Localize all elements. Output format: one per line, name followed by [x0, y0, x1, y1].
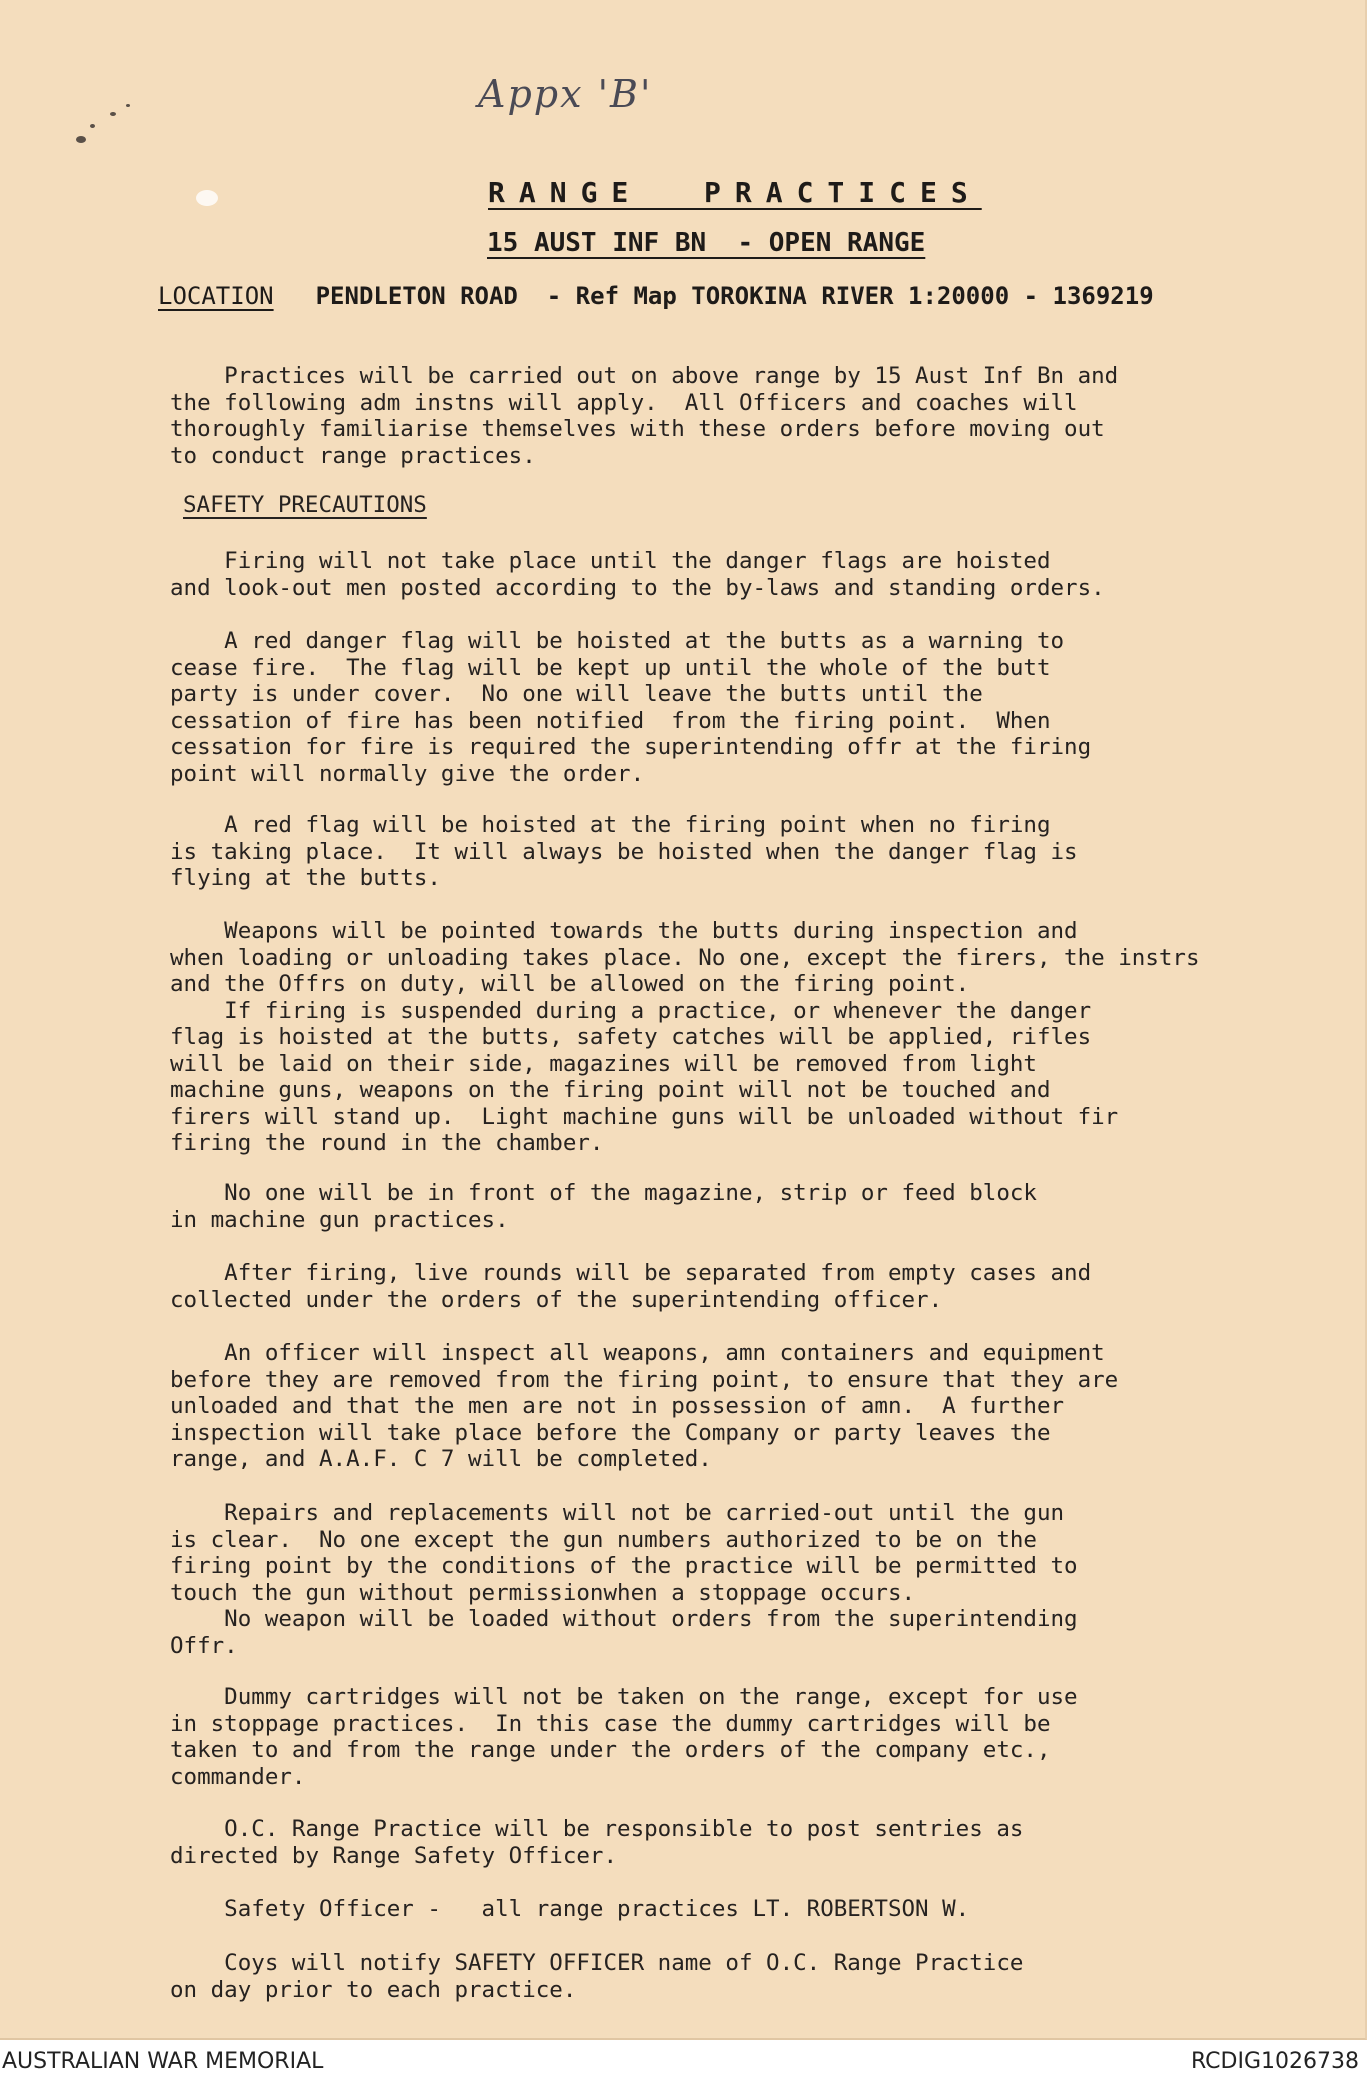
section-heading: SAFETY PRECAUTIONS [183, 492, 427, 518]
location-text: PENDLETON ROAD - Ref Map TOROKINA RIVER 1:20000 - 1369219 [315, 282, 1154, 310]
ink-speck [110, 112, 116, 116]
document-title: RANGE PRACTICES [488, 176, 982, 209]
intro-paragraph: Practices will be carried out on above range by 15 Aust Inf Bn and the following adm instns will apply. All Officers and coaches will thoroughly familiarise themselves with these orders before moving out to conduct range practices. [170, 363, 1119, 469]
paragraph-cease-fire: A red danger flag will be hoisted at the butts as a warning to cease fire. The flag will be kept up until the whole of the butt party is under cover. No one will leave the butts until the cessation of fire has been notified from the firing point. When cessation for fire is required the superintending offr at the firing point will normally give the order. [170, 628, 1092, 787]
paragraph-notify: Coys will notify SAFETY OFFICER name of O.C. Range Practice on day prior to each practice. [170, 1950, 1024, 2003]
paragraph-weapons: Weapons will be pointed towards the butts during inspection and when loading or unloading takes place. No one, except the firers, the instrs and the Offrs on duty, will be allowed on the firing point. If firing is suspended during a practice, or whenever the danger flag is hoisted at the butts, safety catches will be applied, rifles will be laid on their side, magazines will be removed from light machine guns, weapons on the firing point will not be touched and firers will stand up. Light machine guns will be unloaded without fir firing the round in the chamber. [170, 918, 1200, 1156]
paragraph-live-rounds: After firing, live rounds will be separated from empty cases and collected under the orders of the superintending officer. [170, 1260, 1092, 1313]
ink-speck [126, 104, 130, 107]
location-label: LOCATION [158, 282, 274, 310]
paragraph-safety-officer: Safety Officer - all range practices LT. ROBERTSON W. [170, 1896, 970, 1922]
paragraph-magazine: No one will be in front of the magazine, strip or feed block in machine gun practices. [170, 1180, 1037, 1233]
footer-source: AUSTRALIAN WAR MEMORIAL [2, 2049, 324, 2074]
document-subtitle: 15 AUST INF BN - OPEN RANGE [487, 228, 926, 258]
paragraph-dummy-cartridges: Dummy cartridges will not be taken on the range, except for use in stoppage practices. In this case the dummy cartridges will be taken to and from the range under the orders of the company etc., commander. [170, 1684, 1078, 1790]
paragraph-inspection: An officer will inspect all weapons, amn containers and equipment before they are removed from the firing point, to ensure that they are unloaded and that the men are not in possession of amn. A further inspection will take place before the Company or party leaves the range, and A.A.F. C 7 will be completed. [170, 1340, 1119, 1472]
paragraph-sentries: O.C. Range Practice will be responsible to post sentries as directed by Range Safety Officer. [170, 1816, 1024, 1869]
punch-hole [196, 190, 218, 206]
paragraph-repairs: Repairs and replacements will not be carried-out until the gun is clear. No one except the gun numbers authorized to be on the firing point by the conditions of the practice will be permitted to touch the gun without permissionwhen a stoppage occurs. No weapon will be loaded without orders from the superintending Offr. [170, 1500, 1078, 1659]
ink-speck [76, 136, 86, 143]
ink-speck [90, 124, 95, 128]
paragraph-danger-flags: Firing will not take place until the danger flags are hoisted and look-out men posted according to the by-laws and standing orders. [170, 548, 1105, 601]
footer-id: RCDIG1026738 [1190, 2049, 1359, 2074]
handwritten-annotation: Appx 'B' [478, 72, 653, 116]
footer-bar [0, 2040, 1367, 2081]
location-line [158, 282, 1298, 310]
paragraph-red-flag: A red flag will be hoisted at the firing point when no firing is taking place. It will always be hoisted when the danger flag is flying at the butts. [170, 812, 1078, 891]
